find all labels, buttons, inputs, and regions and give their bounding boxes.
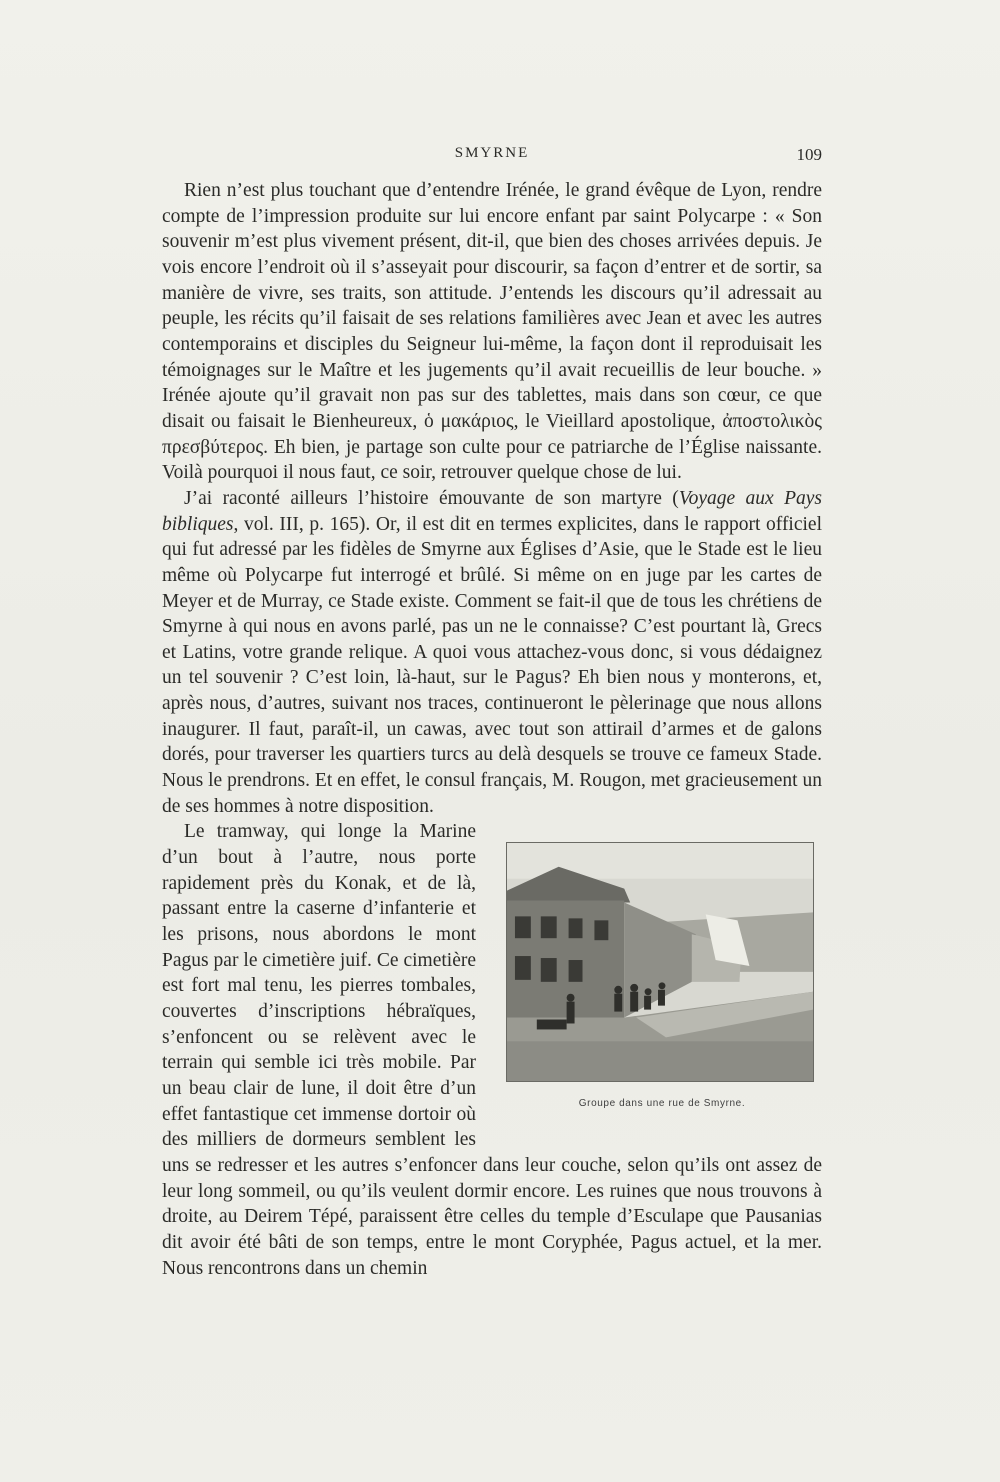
citation-voyage-aux-pays-bibliques: Voyage aux Pays bibliques (162, 487, 823, 535)
body-text (162, 178, 822, 1281)
running-title: SMYRNE (454, 145, 530, 161)
paragraph-2-text-a: J’ai raconté ailleurs l’histoire émouvante de son martyre ( (184, 487, 679, 509)
paragraph-1: Rien n’est plus touchant que d’entendre Irénée, le grand évêque de Lyon, rendre compte de l’impression produite sur lui encore enfant par saint Polycarpe : « Son souvenir m’est plus vivement présent, dit-il, que bien des choses arrivées depuis. Je vois encore l’endroit où il s’asseyait pour discourir, sa façon d’entrer et de sortir, sa manière de vivre, ses traits, son attitude. J’entends les discours qu’il adressait au peuple, les récits qu’il faisait de ses relations familières avec Jean et avec les autres contemporains et disciples du Seigneur lui-même, la façon dont il reproduisait les témoignages sur le Maître et les jugements qu’il avait recueillis de leur bouche. » Irénée ajoute qu’il gravait non pas sur des tablettes, mais dans son cœur, ce que disait ou faisait le Bienheureux, ὁ μακάριος, le Vieillard apostolique, ἀποστολικὸς πρεσβύτερος. Eh bien, je partage son culte pour ce patriarche de l’Église naissante. Voilà pourquoi il nous faut, ce soir, retrouver quelque chose de lui. (162, 180, 822, 484)
paragraph-2-text-b: , vol. III, p. 165). Or, il est dit en termes explicites, dans le rapport officiel qui fut adressé par les fidèles de Smyrne aux Églises d’Asie, que le Stade est le lieu même où Polycarpe fut interrogé et brûlé. Si même on en juge par les cartes de Meyer et de Murray, ce Stade existe. Comment se fait-il que de tous les chrétiens de Smyrne à qui nous en avons parlé, pas un ne le connaisse? C’est pourtant là, Grecs et Latins, votre grande relique. A quoi vous attachez-vous donc, si vous dédaignez un tel souvenir ? C’est loin, là-haut, sur le Pagus? Eh bien nous y monterons, et, après nous, d’autres, suivant nos traces, continueront le pèlerinage que nous allons inaugurer. Il faut, paraît-il, un cawas, avec tout son attirail d’armes et de galons dorés, pour traverser les quartiers turcs au delà desquels se trouve ce fameux Stade. Nous le prendrons. Et en effet, le consul français, M. Rougon, met gracieusement un de ses hommes à notre disposition. (162, 513, 822, 817)
page-number: 109 (796, 145, 822, 164)
figure-caption: Groupe dans une rue de Smyrne. (578, 1098, 746, 1110)
paragraph-2 (162, 486, 822, 820)
page-header (162, 145, 822, 169)
street-scene-illustration (507, 843, 813, 1081)
figure (502, 842, 822, 1126)
street-photo (506, 842, 814, 1082)
paragraph-3: Le tramway, qui longe la Marine d’un bout à l’autre, nous porte rapidement près du Konak, et de là, passant entre la caserne d’infanterie et les prisons, nous abordons le mont Pagus par le cimetière juif. Ce cimetière est fort mal tenu, les pierres tombales, couvertes d’inscriptions hébraïques, s’enfoncent ou se relèvent avec le terrain qui semble ici très mobile. Par un beau clair de lune, il doit être d’un effet fantastique cet immense dortoir où des milliers de dormeurs semblent les uns se redresser et les autres s’enfoncer dans leur couche, selon qu’ils ont assez de leur long sommeil, ou qu’ils veulent dormir encore. Les ruines que nous trouvons à droite, au Deirem Tépé, paraissent être celles du temple d’Esculape que Pausanias dit avoir été bâti de son temps, entre le mont Coryphée, Pagus actuel, et la mer. Nous rencontrons dans un chemin (162, 821, 822, 1279)
